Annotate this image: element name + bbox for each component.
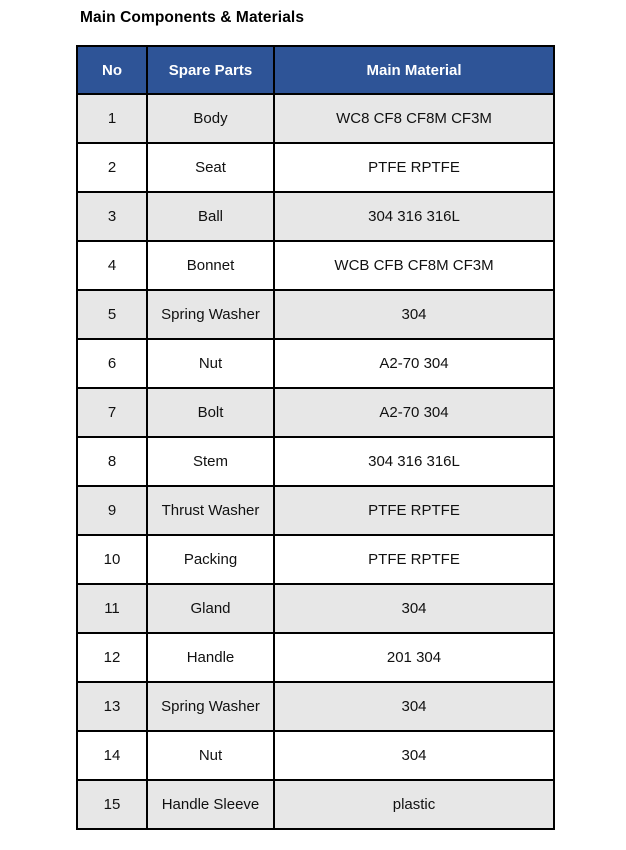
- cell-material: 304: [274, 731, 554, 780]
- table-row: [77, 584, 554, 633]
- table-row: [77, 339, 554, 388]
- column-header-no: No: [77, 46, 147, 94]
- cell-material: A2-70 304: [274, 388, 554, 437]
- table-row: [77, 535, 554, 584]
- table-row: [77, 633, 554, 682]
- table-row: [77, 290, 554, 339]
- table-row: [77, 241, 554, 290]
- cell-part: Gland: [147, 584, 274, 633]
- cell-material: WCB CFB CF8M CF3M: [274, 241, 554, 290]
- table-body: [77, 94, 554, 829]
- cell-material: 304: [274, 682, 554, 731]
- cell-no: 5: [77, 290, 147, 339]
- cell-no: 9: [77, 486, 147, 535]
- cell-no: 7: [77, 388, 147, 437]
- cell-no: 1: [77, 94, 147, 143]
- table-row: [77, 682, 554, 731]
- cell-no: 14: [77, 731, 147, 780]
- cell-material: 304: [274, 584, 554, 633]
- cell-no: 6: [77, 339, 147, 388]
- components-materials-table: [76, 45, 555, 830]
- cell-no: 10: [77, 535, 147, 584]
- cell-material: 201 304: [274, 633, 554, 682]
- page-title: Main Components & Materials: [80, 9, 305, 26]
- column-header-spare-parts: Spare Parts: [147, 46, 274, 94]
- cell-material: 304: [274, 290, 554, 339]
- cell-no: 2: [77, 143, 147, 192]
- cell-material: PTFE RPTFE: [274, 535, 554, 584]
- cell-no: 15: [77, 780, 147, 829]
- cell-part: Bolt: [147, 388, 274, 437]
- cell-part: Spring Washer: [147, 290, 274, 339]
- cell-no: 8: [77, 437, 147, 486]
- cell-part: Stem: [147, 437, 274, 486]
- table-header: [77, 46, 554, 94]
- cell-part: Spring Washer: [147, 682, 274, 731]
- cell-part: Handle Sleeve: [147, 780, 274, 829]
- cell-no: 13: [77, 682, 147, 731]
- cell-no: 12: [77, 633, 147, 682]
- cell-material: 304 316 316L: [274, 437, 554, 486]
- cell-no: 11: [77, 584, 147, 633]
- cell-part: Body: [147, 94, 274, 143]
- cell-no: 3: [77, 192, 147, 241]
- table-row: [77, 388, 554, 437]
- table-row: [77, 780, 554, 829]
- cell-material: A2-70 304: [274, 339, 554, 388]
- cell-part: Handle: [147, 633, 274, 682]
- table-row: [77, 143, 554, 192]
- cell-part: Ball: [147, 192, 274, 241]
- cell-material: PTFE RPTFE: [274, 143, 554, 192]
- cell-part: Packing: [147, 535, 274, 584]
- header-row: [77, 46, 554, 94]
- cell-part: Seat: [147, 143, 274, 192]
- cell-material: 304 316 316L: [274, 192, 554, 241]
- table-row: [77, 94, 554, 143]
- table-row: [77, 731, 554, 780]
- cell-part: Bonnet: [147, 241, 274, 290]
- table-row: [77, 437, 554, 486]
- cell-material: plastic: [274, 780, 554, 829]
- cell-part: Nut: [147, 731, 274, 780]
- column-header-main-material: Main Material: [274, 46, 554, 94]
- cell-part: Thrust Washer: [147, 486, 274, 535]
- cell-no: 4: [77, 241, 147, 290]
- table-row: [77, 192, 554, 241]
- table-row: [77, 486, 554, 535]
- cell-material: WC8 CF8 CF8M CF3M: [274, 94, 554, 143]
- cell-part: Nut: [147, 339, 274, 388]
- cell-material: PTFE RPTFE: [274, 486, 554, 535]
